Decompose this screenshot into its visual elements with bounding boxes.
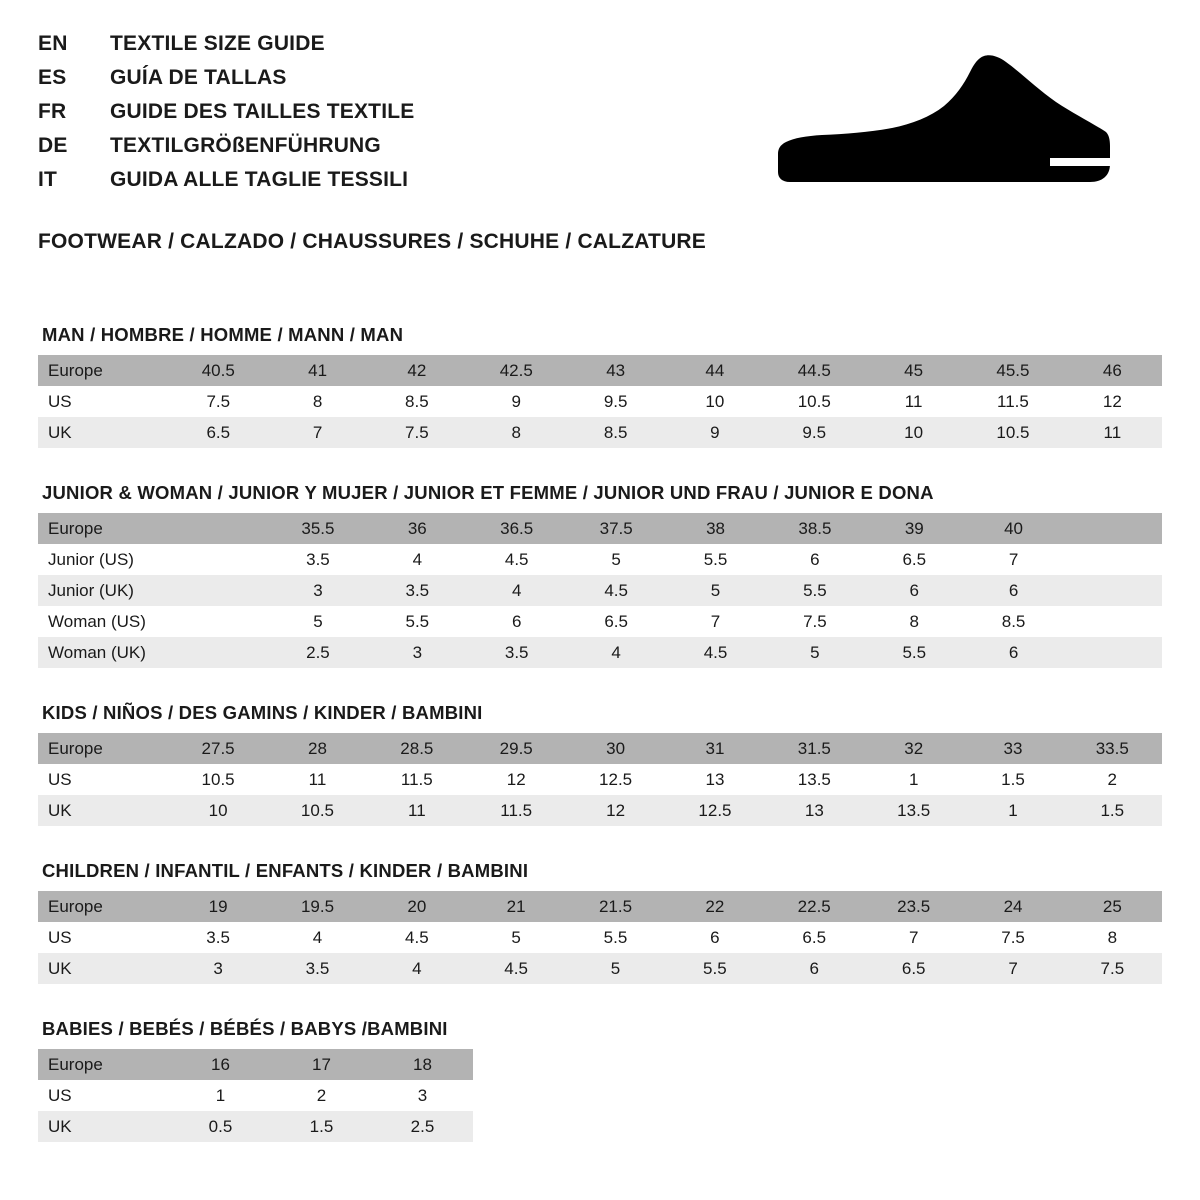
cell: 7.5: [367, 417, 466, 448]
cell: 3: [368, 637, 467, 668]
cell: 23.5: [864, 891, 963, 922]
language-code: ES: [38, 66, 67, 89]
cell: 7: [864, 922, 963, 953]
cell: 8: [268, 386, 367, 417]
cell: 13: [665, 764, 764, 795]
cell: 8: [1063, 922, 1162, 953]
cell: 3.5: [268, 953, 367, 984]
cell: 7: [268, 417, 367, 448]
cell: [1063, 637, 1162, 668]
section-man: [38, 324, 1162, 448]
cell: [169, 575, 268, 606]
cell: 5: [466, 922, 565, 953]
cell: 9: [467, 386, 567, 417]
row-label: US: [38, 386, 169, 417]
cell: [169, 606, 268, 637]
cell: 6.5: [169, 417, 269, 448]
table-row: [38, 1080, 473, 1111]
cell: 33.5: [1063, 733, 1162, 764]
cell: 8: [865, 606, 964, 637]
cell: 31: [665, 733, 764, 764]
row-label: Europe: [38, 513, 169, 544]
table-row: [38, 1049, 473, 1080]
language-title: TEXTILGRÖßENFÜHRUNG: [110, 134, 381, 157]
cell: 4.5: [467, 544, 566, 575]
cell: 6: [865, 575, 964, 606]
cell: 25: [1063, 891, 1162, 922]
section-title: KIDS / NIÑOS / DES GAMINS / KINDER / BAMBINI: [42, 702, 483, 723]
cell: 45.5: [963, 355, 1063, 386]
cell: 10.5: [963, 417, 1063, 448]
cell: 9: [665, 417, 764, 448]
table-row: [38, 795, 1162, 826]
table-row: [38, 922, 1162, 953]
table-row: [38, 953, 1162, 984]
cell: 6: [964, 575, 1063, 606]
cell: 4.5: [367, 922, 466, 953]
cell: 30: [566, 733, 665, 764]
cell: 13.5: [864, 795, 963, 826]
cell: 5: [566, 544, 665, 575]
cell: 5.5: [666, 544, 765, 575]
cell: 3.5: [268, 544, 367, 575]
cell: 4: [368, 544, 467, 575]
row-label: Europe: [38, 1049, 170, 1080]
cell: 32: [864, 733, 963, 764]
cell: 38.5: [765, 513, 864, 544]
cell: 11.5: [367, 764, 466, 795]
cell: 2.5: [372, 1111, 473, 1142]
cell: 28: [268, 733, 367, 764]
cell: 35.5: [268, 513, 367, 544]
cell: 19.5: [268, 891, 367, 922]
cell: 12: [467, 764, 566, 795]
section-children: [38, 860, 1162, 984]
cell: 8.5: [566, 417, 665, 448]
cell: 10.5: [268, 795, 367, 826]
table-man: [38, 355, 1162, 448]
dress-shoe-icon: [774, 54, 1114, 194]
cell: 1: [170, 1080, 271, 1111]
cell: 44: [665, 355, 764, 386]
cell: 7.5: [169, 386, 269, 417]
cell: [169, 513, 268, 544]
table-row: [38, 513, 1162, 544]
section-title: MAN / HOMBRE / HOMME / MANN / MAN: [42, 324, 404, 345]
cell: 45: [864, 355, 963, 386]
language-code: DE: [38, 134, 68, 157]
cell: 4: [367, 953, 466, 984]
cell: 46: [1063, 355, 1162, 386]
cell: 28.5: [367, 733, 466, 764]
cell: 7: [666, 606, 765, 637]
cell: 3: [372, 1080, 473, 1111]
cell: 5.5: [765, 575, 864, 606]
cell: 7.5: [963, 922, 1062, 953]
row-label: Woman (US): [38, 606, 169, 637]
table-row: [38, 733, 1162, 764]
table-row: [38, 355, 1162, 386]
table-row: [38, 764, 1162, 795]
cell: 5.5: [566, 922, 665, 953]
cell: 38: [666, 513, 765, 544]
table-junior-woman: [38, 513, 1162, 668]
cell: 6: [665, 922, 764, 953]
footwear-heading: FOOTWEAR / CALZADO / CHAUSSURES / SCHUHE / CALZATURE: [38, 230, 707, 253]
language-title: GUIDE DES TAILLES TEXTILE: [110, 100, 415, 123]
row-label: Woman (UK): [38, 637, 169, 668]
table-children: [38, 891, 1162, 984]
cell: 1.5: [963, 764, 1062, 795]
language-title: GUIDA ALLE TAGLIE TESSILI: [110, 168, 409, 191]
cell: 11: [1063, 417, 1162, 448]
table-babies: [38, 1049, 473, 1142]
page-header: [38, 32, 1162, 202]
language-list: [38, 32, 414, 202]
cell: 5.5: [368, 606, 467, 637]
language-row: [38, 134, 414, 168]
cell: 21: [466, 891, 565, 922]
cell: 22: [665, 891, 764, 922]
language-row: [38, 100, 414, 134]
cell: 12.5: [566, 764, 665, 795]
cell: 31.5: [765, 733, 864, 764]
row-label: Europe: [38, 733, 168, 764]
cell: 4.5: [666, 637, 765, 668]
row-label: UK: [38, 1111, 170, 1142]
row-label: UK: [38, 795, 168, 826]
language-row: [38, 168, 414, 202]
cell: 12: [566, 795, 665, 826]
size-tables: [38, 324, 1162, 1142]
cell: [169, 544, 268, 575]
cell: 44.5: [764, 355, 864, 386]
cell: 5.5: [665, 953, 764, 984]
language-code: IT: [38, 168, 58, 191]
cell: 2.5: [268, 637, 367, 668]
cell: 7.5: [1063, 953, 1162, 984]
cell: 22.5: [764, 891, 863, 922]
table-row: [38, 606, 1162, 637]
cell: 6.5: [764, 922, 863, 953]
row-label: US: [38, 922, 168, 953]
row-label: Junior (US): [38, 544, 169, 575]
language-code: EN: [38, 32, 68, 55]
cell: 6: [964, 637, 1063, 668]
cell: 0.5: [170, 1111, 271, 1142]
cell: 13: [765, 795, 864, 826]
cell: 39: [865, 513, 964, 544]
cell: 1.5: [1063, 795, 1162, 826]
row-label: US: [38, 1080, 170, 1111]
cell: 7.5: [765, 606, 864, 637]
cell: 33: [963, 733, 1062, 764]
cell: 5.5: [865, 637, 964, 668]
cell: [1063, 575, 1162, 606]
cell: 4: [467, 575, 566, 606]
cell: 6: [765, 544, 864, 575]
section-junior-woman: [38, 482, 1162, 668]
cell: 21.5: [566, 891, 665, 922]
cell: 8.5: [367, 386, 466, 417]
cell: 3.5: [368, 575, 467, 606]
table-row: [38, 1111, 473, 1142]
cell: 13.5: [765, 764, 864, 795]
cell: 16: [170, 1049, 271, 1080]
cell: 40.5: [169, 355, 269, 386]
cell: 40: [964, 513, 1063, 544]
cell: 6: [764, 953, 863, 984]
section-title: BABIES / BEBÉS / BÉBÉS / BABYS /BAMBINI: [42, 1018, 448, 1039]
cell: 36.5: [467, 513, 566, 544]
table-row: [38, 544, 1162, 575]
row-label: Europe: [38, 891, 168, 922]
cell: 24: [963, 891, 1062, 922]
cell: 10.5: [168, 764, 267, 795]
table-row: [38, 891, 1162, 922]
cell: [1063, 544, 1162, 575]
cell: 4.5: [566, 575, 665, 606]
cell: 10: [864, 417, 963, 448]
cell: 12.5: [665, 795, 764, 826]
cell: 11.5: [963, 386, 1063, 417]
table-row: [38, 637, 1162, 668]
cell: 4: [268, 922, 367, 953]
cell: 10.5: [764, 386, 864, 417]
cell: 36: [368, 513, 467, 544]
cell: 5: [666, 575, 765, 606]
cell: 12: [1063, 386, 1162, 417]
language-title: TEXTILE SIZE GUIDE: [110, 32, 325, 55]
cell: 1: [963, 795, 1062, 826]
cell: 3.5: [168, 922, 267, 953]
cell: 11.5: [467, 795, 566, 826]
section-title: CHILDREN / INFANTIL / ENFANTS / KINDER / BAMBINI: [42, 860, 529, 881]
cell: 9.5: [566, 386, 665, 417]
cell: 43: [566, 355, 665, 386]
language-row: [38, 32, 414, 66]
cell: 1: [864, 764, 963, 795]
cell: 17: [271, 1049, 372, 1080]
cell: 1.5: [271, 1111, 372, 1142]
cell: 37.5: [566, 513, 665, 544]
cell: 42.5: [467, 355, 567, 386]
cell: 7: [964, 544, 1063, 575]
language-code: FR: [38, 100, 67, 123]
cell: 6: [467, 606, 566, 637]
cell: 6.5: [864, 953, 963, 984]
cell: 42: [367, 355, 466, 386]
row-label: UK: [38, 417, 169, 448]
cell: 3: [168, 953, 267, 984]
cell: 41: [268, 355, 367, 386]
table-kids: [38, 733, 1162, 826]
cell: 18: [372, 1049, 473, 1080]
cell: 10: [665, 386, 764, 417]
cell: 6.5: [865, 544, 964, 575]
table-row: [38, 386, 1162, 417]
cell: 8: [467, 417, 567, 448]
cell: 2: [1063, 764, 1162, 795]
cell: 19: [168, 891, 267, 922]
cell: 20: [367, 891, 466, 922]
cell: 6.5: [566, 606, 665, 637]
row-label: UK: [38, 953, 168, 984]
cell: 11: [367, 795, 466, 826]
table-row: [38, 417, 1162, 448]
language-title: GUÍA DE TALLAS: [110, 66, 287, 89]
cell: [1063, 513, 1162, 544]
cell: 11: [864, 386, 963, 417]
row-label: Europe: [38, 355, 169, 386]
section-title: JUNIOR & WOMAN / JUNIOR Y MUJER / JUNIOR ET FEMME / JUNIOR UND FRAU / JUNIOR E DONA: [42, 482, 934, 503]
cell: 5: [566, 953, 665, 984]
cell: 5: [268, 606, 367, 637]
cell: 11: [268, 764, 367, 795]
table-row: [38, 575, 1162, 606]
cell: 9.5: [764, 417, 864, 448]
section-kids: [38, 702, 1162, 826]
cell: 4.5: [466, 953, 565, 984]
cell: 27.5: [168, 733, 267, 764]
row-label: Junior (UK): [38, 575, 169, 606]
cell: 3.5: [467, 637, 566, 668]
cell: [1063, 606, 1162, 637]
cell: 3: [268, 575, 367, 606]
cell: 2: [271, 1080, 372, 1111]
cell: 8.5: [964, 606, 1063, 637]
section-babies: [38, 1018, 1162, 1142]
cell: 7: [963, 953, 1062, 984]
cell: 10: [168, 795, 267, 826]
language-row: [38, 66, 414, 100]
cell: [169, 637, 268, 668]
cell: 29.5: [467, 733, 566, 764]
cell: 4: [566, 637, 665, 668]
row-label: US: [38, 764, 168, 795]
cell: 5: [765, 637, 864, 668]
